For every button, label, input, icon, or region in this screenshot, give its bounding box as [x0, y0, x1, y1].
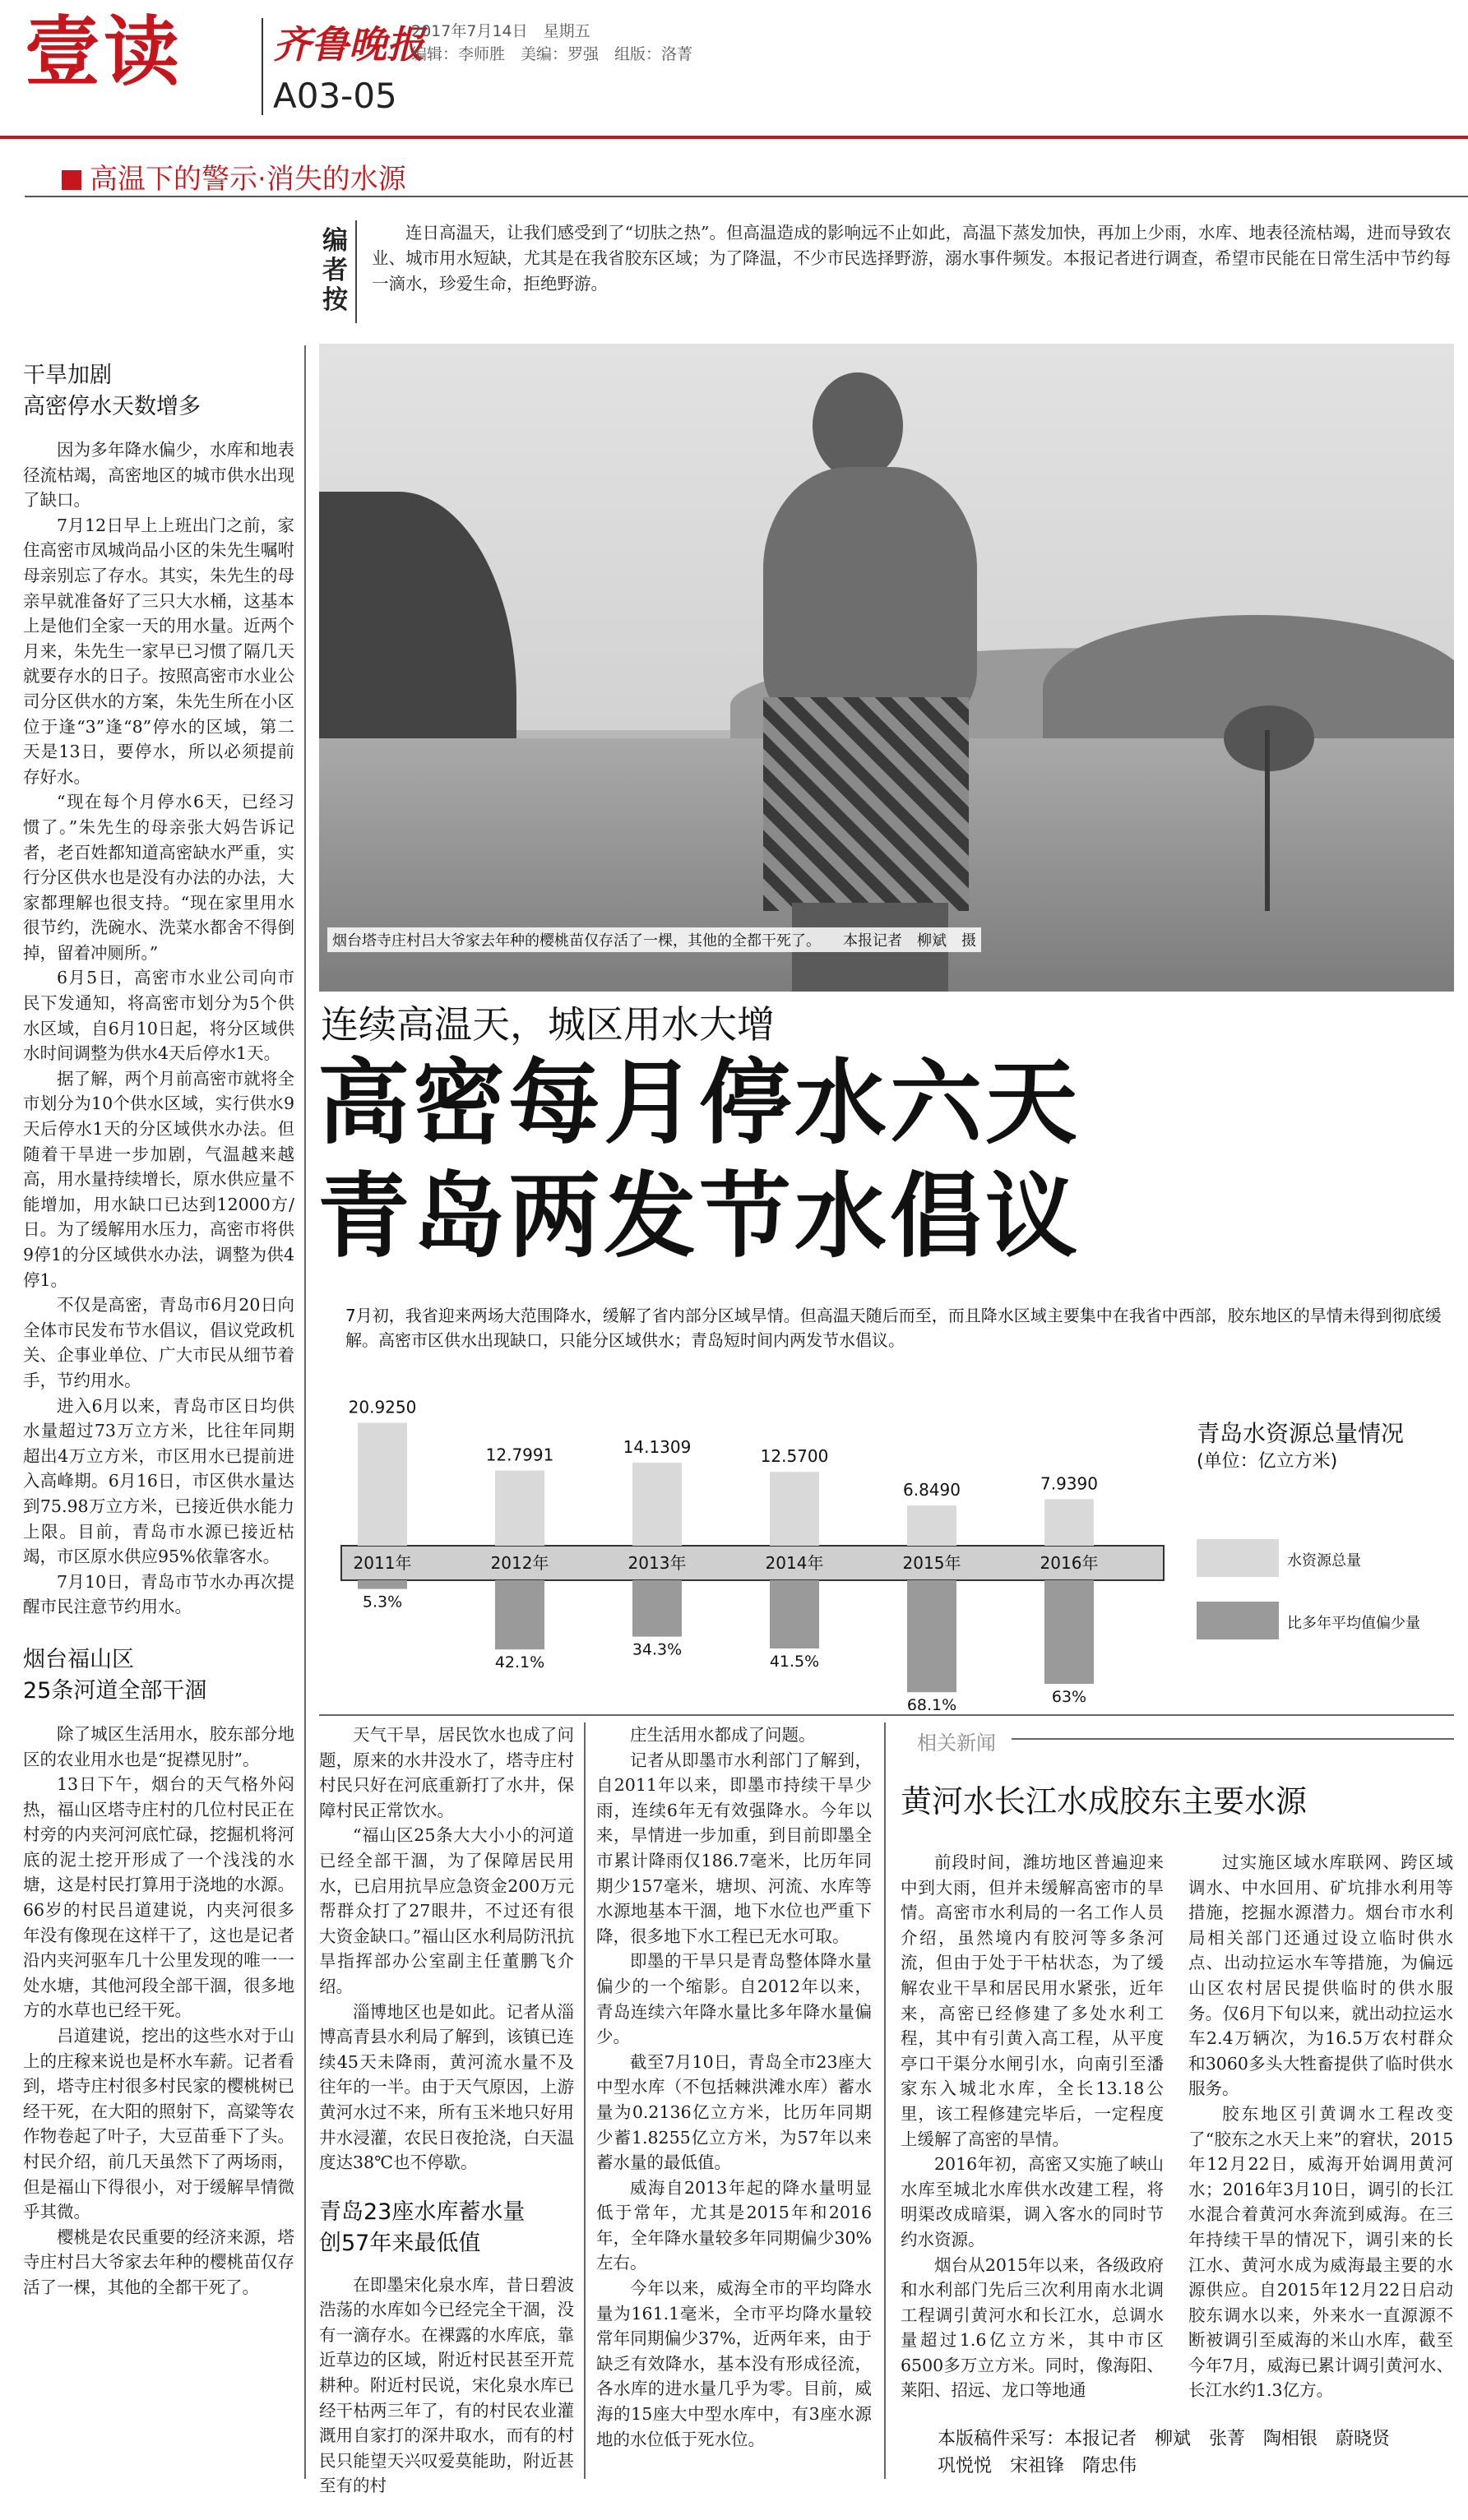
- related-col-a: [901, 1850, 1164, 2403]
- topic-label: 高温下的警示·消失的水源: [90, 163, 406, 196]
- paragraph: 烟台从2015年以来，各级政府和水利部门先后三次利用南水北调工程调引黄河水和长江水，总调水量超过1.6亿立方米，其中市区6500多万立方米。同时，像海阳、莱阳、招远、龙口等地通: [901, 2254, 1164, 2401]
- paragraph: 天气干旱，居民饮水也成了问题，原来的水井没水了，塔寺庄村村民只好在河底重新打了水井，保障村民正常饮水。: [319, 1725, 574, 1820]
- related-heading: 黄河水长江水成胶东主要水源: [901, 1783, 1308, 1819]
- paragraph: 淄博地区也是如此。记者从淄博高青县水利局了解到，该镇已连续45天未降雨，黄河流水量不及往年的一半。由于天气原因，上游黄河水过不来，所有玉米地只好用井水浸灌，农民日夜抢浇，白天温度达38℃也不停歇。: [319, 2001, 574, 2173]
- data-label-deficit: 63%: [1051, 1688, 1087, 1706]
- paragraph: 樱桃是农民重要的经济来源，塔寺庄村吕大爷家去年种的樱桃苗仅存活了一棵，其他的全都干死了。: [23, 2226, 294, 2297]
- square-bullet-icon: [62, 170, 81, 190]
- legend-label-total: 水资源总量: [1287, 1552, 1361, 1570]
- issue-date: 2017年7月14日 星期五: [411, 22, 590, 40]
- col2-heading-line: 青岛23座水库蓄水量: [319, 2199, 526, 2225]
- topic-rule: [25, 196, 1468, 197]
- paragraph: 记者从即墨市水利部门了解到，自2011年以来，即墨市持续干旱少雨，连续6年无有效强降水。今年以来，旱情进一步加重，到目前即墨全市累计降雨仅186.7毫米，比历年同期少157毫米，塘坝、河流、水库等水源地基本干涸，地下水位也严重下降，很多地下水工程已无水可取。: [596, 1750, 872, 1946]
- col2-body-2: [319, 2273, 574, 2499]
- data-label-total: 12.5700: [760, 1446, 829, 1467]
- column-rule: [584, 1722, 586, 2479]
- section-rule: [319, 1714, 1454, 1716]
- paragraph: 今年以来，威海全市的平均降水量为161.1毫米，全市平均降水量较常年同期偏少37%，近两年来，由于缺乏有效降水，基本没有形成径流，各水库的进水量几乎为零。目前，威海的15座大中型水库中，有3座水源地的水位低于死水位。: [596, 2278, 872, 2449]
- year-tick-label: 2015年: [902, 1553, 961, 1573]
- column-2: [319, 1722, 574, 2499]
- byline-credits: [938, 2425, 1390, 2480]
- bar-deficit: [770, 1580, 819, 1648]
- paragraph: 7月12日早上上班出门之前，家住高密市凤城尚品小区的朱先生嘱咐母亲别忘了存水。其实，朱先生的母亲早就准备好了三只大水桶，这基本上是他们全家一天的用水量。近两个月来，朱先生一家早已习惯了隔几天就要存水的日子。按照高密市水业公司分区供水的方案，朱先生所在小区位于逢“3”逢“8”停水的区域，第二天是13日，要停水，所以必须提前存好水。: [23, 515, 294, 787]
- photo-caption: 烟台塔寺庄村吕大爷家去年种的樱桃苗仅存活了一棵，其他的全都干死了。 本报记者 柳斌 摄: [327, 927, 981, 952]
- column-3: [596, 1722, 872, 2452]
- section-title: 壹读: [25, 8, 183, 96]
- paragraph: 胶东地区引黄调水工程改变了“胶东之水天上来”的窘状，2015年12月22日，威海开始调用黄河水；2016年3月10日，调引的长江水混合着黄河水奔流到威海。在三年持续干旱的情况下，调引来的长江水、黄河水成为威海最主要的水源供应。自2015年12月22日启动胶东调水以来，外来水一直源源不断被调引至威海的米山水库，截至今年7月，威海已累计调引黄河水、长江水约1.3亿方。: [1188, 2103, 1453, 2401]
- paragraph: 吕道建说，挖出的这些水对于山上的庄稼来说也是杯水车薪。记者看到，塔寺庄村很多村民家的樱桃树已经干死，在大阳的照射下，高粱等农作物卷起了叶子，大豆苗垂下了头。村民介绍，前几天虽然下了两场雨，但是福山下得很小，对于缓解旱情微乎其微。: [23, 2026, 294, 2222]
- col2-heading: [319, 2197, 574, 2259]
- year-tick-label: 2014年: [765, 1553, 824, 1573]
- col1-heading: [23, 360, 294, 423]
- headline-line-1: 高密每月停水六天: [317, 1050, 1081, 1157]
- credits-line: 巩悦悦 宋祖锋 隋忠伟: [938, 2456, 1137, 2476]
- bar-deficit: [358, 1580, 407, 1589]
- col3-body: [596, 1722, 872, 2452]
- photo-farmer-shorts: [763, 697, 969, 911]
- data-label-deficit: 68.1%: [906, 1696, 957, 1710]
- paragraph: 在即墨宋化泉水库，昔日碧波浩荡的水库如今已经完全干涸，没有一滴存水。在裸露的水库底，靠近草边的区域，附近村民甚至开荒耕种。附近村民说，宋化泉水库已经干枯两三年了，有的村民农业灌溉用自家打的深井取水，而有的村民只能望天兴叹爱莫能助，附近甚至有的村: [319, 2274, 574, 2496]
- masthead-divider: [262, 18, 263, 115]
- photo-farmer-head: [813, 372, 903, 479]
- bar-total: [358, 1423, 407, 1546]
- data-label-total: 14.1309: [623, 1437, 692, 1458]
- col1-body-2: [23, 1722, 294, 2300]
- column-rule: [304, 345, 306, 2479]
- paragraph: 庄生活用水都成了问题。: [630, 1725, 816, 1745]
- bar-deficit: [632, 1580, 682, 1637]
- paragraph: 威海自2013年起的降水量明显低于常年，尤其是2015年和2016年，全年降水量较多年同期偏少30%左右。: [596, 2177, 872, 2273]
- legend-label-deficit: 比多年平均值偏少量: [1287, 1615, 1420, 1632]
- paragraph: 即墨的干旱只是青岛整体降水量偏少的一个缩影。自2012年以来，青岛连续六年降水量比多年降水量偏少。: [596, 1951, 872, 2047]
- headline-kicker: 连续高温天，城区用水大增: [321, 1002, 775, 1047]
- col1-heading-line: 烟台福山区: [23, 1646, 134, 1672]
- paragraph: 13日下午，烟台的天气格外闷热，福山区塔寺庄村的几位村民正在村旁的内夹河河底忙碌，挖掘机将河底的泥土挖开形成了一个浅浅的水塘，这是村民打算用于浇地的水源。66岁的村民吕道建说，内夹河很多年没有像现在这样干了，这也是记者沿内夹河驱车几十公里发现的唯一一处水塘，其他河段全部干涸，很多地方的水草也已经干死。: [23, 1774, 294, 2021]
- paragraph: 前段时间，潍坊地区普遍迎来中到大雨，但并未缓解高密市的旱情。高密市水利局的一名工作人员介绍，虽然境内有胶河等多条河流，但由于处于干枯状态，为了缓解农业干旱和居民用水紧张，近年来，高密已经修建了多处水利工程，其中有引黄入高工程，从平度亭口干渠分水闸引水，向南引至潘家东入城北水库，全长13.18公里，该工程修建完毕后，一定程度上缓解了高密的旱情。: [901, 1852, 1164, 2149]
- bar-total: [495, 1471, 544, 1546]
- data-label-deficit: 41.5%: [769, 1653, 820, 1671]
- photo-farmer-body: [763, 467, 977, 722]
- paragraph: 过实施区域水库联网、跨区域调水、中水回用、矿坑排水利用等措施，挖掘水源潜力。烟台市水利局相关部门还通过设立临时供水点、出动拉运水车等措施，为偏远山区农村居民提供临时的供水服务。仅6月下旬以来，就出动拉运水车2.4万辆次，为16.5万农村群众和3060多头大牲畜提供了临时供水服务。: [1188, 1852, 1453, 2099]
- editor-note-text: 连日高温天，让我们感受到了“切肤之热”。但高温造成的影响远不止如此，高温下蒸发加快，再加上少雨，水库、地表径流枯竭，进而导致农业、城市用水短缺，尤其是在我省胶东区域；为了降温，不少市民选择野游，溺水事件频发。本报记者进行调查，希望市民能在日常生活中节约每一滴水，珍爱生命，拒绝野游。: [372, 223, 1452, 294]
- paragraph: 不仅是高密，青岛市6月20日向全体市民发布节水倡议，倡议党政机关、企事业单位、广大市民从细节着手，节约用水。: [23, 1295, 294, 1390]
- col1-heading-line: 干旱加剧: [23, 363, 112, 388]
- data-label-total: 7.9390: [1040, 1473, 1098, 1494]
- year-tick-label: 2012年: [490, 1553, 549, 1573]
- page-number: A03-05: [273, 76, 397, 116]
- paragraph: “现在每个月停水6天，已经习惯了。”朱先生的母亲张大妈告诉记者，老百姓都知道高密缺水严重，实行分区供水也是没有办法的办法，大家都理解也很支持。“现在家里用水很节约，洗碗水、洗菜水都舍不得倒掉，留着冲厕所。”: [23, 792, 294, 963]
- paragraph: 除了城区生活用水，胶东部分地区的农业用水也是“捉襟见肘”。: [23, 1723, 294, 1769]
- bar-total: [632, 1463, 682, 1546]
- paragraph: 6月5日，高密市水业公司向市民下发通知，将高密市划分为5个供水区域，自6月10日起，将分区域供水时间调整为供水4天后停水1天。: [23, 968, 294, 1064]
- paragraph: 7月10日，青岛市节水办再次提醒市民注意节约用水。: [23, 1571, 294, 1617]
- year-tick-label: 2011年: [353, 1553, 412, 1573]
- col1-body: [23, 437, 294, 1620]
- data-label-total: 12.7991: [485, 1445, 554, 1465]
- column-1: [23, 360, 294, 2300]
- masthead-rule: [0, 136, 1468, 139]
- chart-title: 青岛水资源总量情况: [1197, 1420, 1405, 1447]
- data-label-total: 6.8490: [903, 1480, 961, 1500]
- newspaper-logo: 齐鲁晚报: [273, 22, 424, 67]
- bar-deficit: [907, 1580, 956, 1692]
- photo-sapling: [1265, 730, 1270, 911]
- editor-note-rule: [355, 220, 357, 323]
- paragraph: 据了解，两个月前高密市就将全市划分为10个供水区域，实行供水9天后停水1天的分区域供水办法。但随着干旱进一步加剧，气温越来越高，用水量持续增长，原水供应量不能增加，用水缺口已达到12000方/日。为了缓解用水压力，高密市将供9停1的分区域供水办法，调整为供4停1。: [23, 1068, 294, 1290]
- year-tick-label: 2016年: [1040, 1553, 1099, 1573]
- paragraph: 2016年初，高密又实施了峡山水库至城北水库供水改建工程，将明渠改成暗渠，调入客水的同时节约水资源。: [901, 2154, 1164, 2250]
- chart-unit: (单位：亿立方米): [1197, 1451, 1338, 1472]
- paragraph: “福山区25条大大小小的河道已经全部干涸，为了保障居民用水，已启用抗旱应急资金200万元帮群众打了27眼井，不过还有很大资金缺口。”福山区水利局防汛抗旱指挥部办公室副主任董鹏飞介绍。: [319, 1825, 574, 1996]
- data-label-deficit: 34.3%: [632, 1640, 683, 1659]
- data-label-deficit: 42.1%: [494, 1653, 545, 1672]
- news-photo: [319, 344, 1454, 992]
- topic-banner: [62, 156, 406, 197]
- headline-lead: 7月初，我省迎来两场大范围降水，缓解了省内部分区域旱情。但高温天随后而至，而且降水区域主要集中在我省中西部，胶东地区的旱情未得到彻底缓解。高密市区供水出现缺口，只能分区域供水；青岛短时间内两发节水倡议。: [345, 1306, 1442, 1350]
- col1-heading-line: 高密停水天数增多: [23, 394, 201, 419]
- credits-line: 本版稿件采写：本报记者 柳斌 张菁 陶相银 蔚晓贤: [938, 2429, 1391, 2449]
- bar-total: [907, 1505, 956, 1546]
- related-news-tag: 相关新闻: [917, 1732, 996, 1755]
- editor-note-label: 编者按: [322, 226, 348, 315]
- data-label-total: 20.9250: [348, 1397, 417, 1417]
- col1-heading-2: [23, 1644, 294, 1707]
- bar-deficit: [1044, 1580, 1094, 1684]
- paragraph: 进入6月以来，青岛市区日均供水量超过73万立方米，比往年同期超出4万立方米，市区用水已提前进入高峰期。6月16日，市区供水量达到75.98万立方米，已接近供水能力上限。目前，青岛市水源已接近枯竭，市区原水供应95%依靠客水。: [23, 1395, 294, 1567]
- bar-total: [770, 1472, 819, 1546]
- year-tick-label: 2013年: [627, 1553, 687, 1573]
- data-label-deficit: 5.3%: [362, 1593, 403, 1611]
- bar-total: [1044, 1499, 1094, 1546]
- paragraph: 因为多年降水偏少，水库和地表径流枯竭，高密地区的城市供水出现了缺口。: [23, 440, 294, 511]
- column-rule: [884, 1722, 886, 2479]
- col1-heading-line: 25条河道全部干涸: [23, 1677, 207, 1704]
- col2-body: [319, 1722, 574, 2176]
- related-col-b: [1188, 1850, 1453, 2403]
- legend-swatch-deficit: [1197, 1602, 1279, 1639]
- editors-line: 编辑：李师胜 美编：罗强 组版：洛菁: [411, 45, 693, 63]
- masthead-meta: [411, 20, 692, 66]
- col2-heading-line: 创57年来最低值: [319, 2230, 481, 2256]
- bar-deficit: [495, 1580, 544, 1649]
- legend-swatch-total: [1197, 1539, 1279, 1577]
- related-rule: [1012, 1738, 1454, 1740]
- paragraph: 截至7月10日，青岛全市23座大中型水库（不包括棘洪滩水库）蓄水量为0.2136亿立方米，比历年同期少蓄1.8255亿立方米，为57年以来蓄水量的最低值。: [596, 2051, 872, 2173]
- headline-line-2: 青岛两发节水倡议: [317, 1163, 1081, 1270]
